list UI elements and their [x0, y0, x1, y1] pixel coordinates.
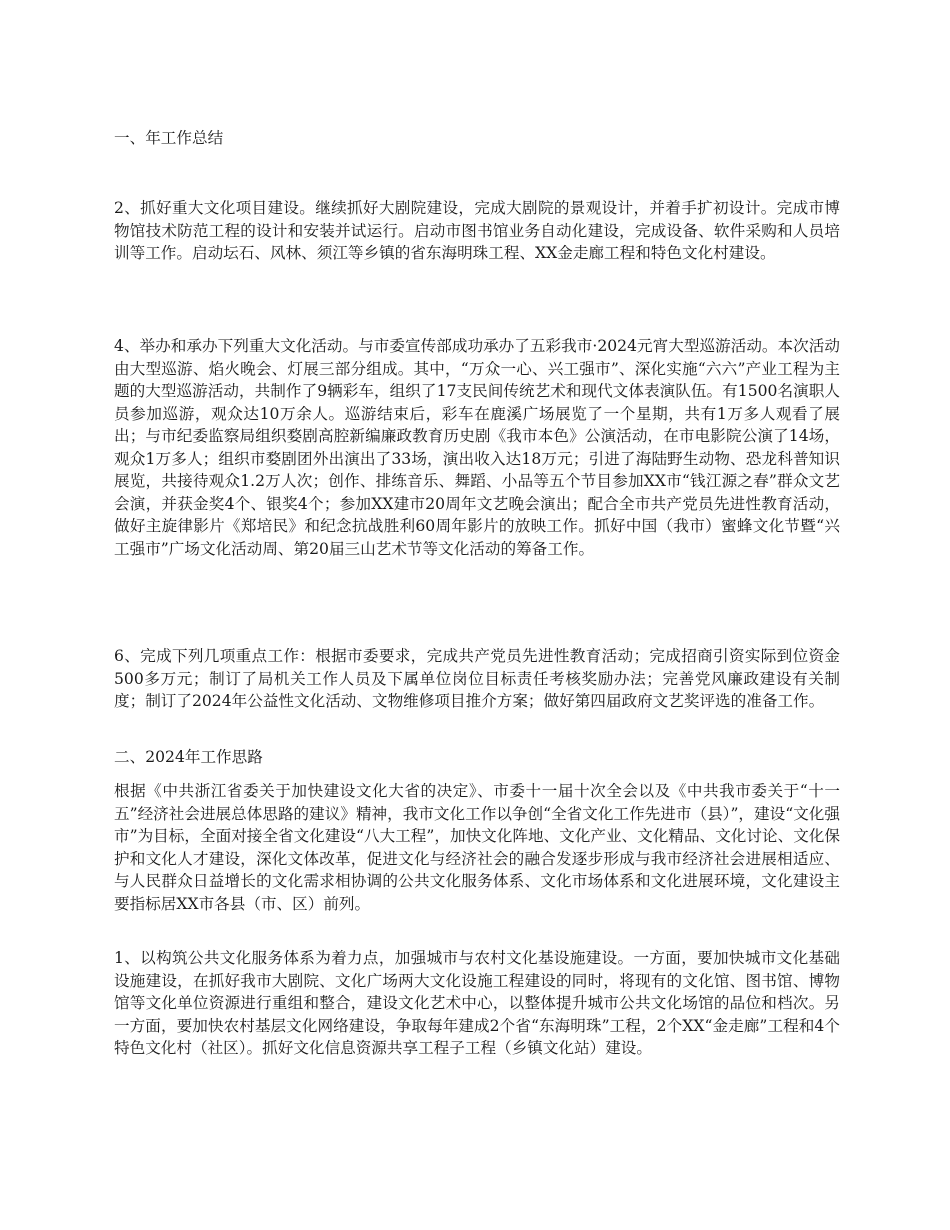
paragraph-plan-intro: 根据《中共浙江省委关于加快建设文化大省的决定》、市委十一届十次全会以及《中共我市委关于“十一五”经济社会进展总体思路的建议》精神，我市文化工作以争创“全省文化工作先进市（县）”，建设“文化强市”为目标，全面对接全省文化建设“八大工程”，加快文化阵地、文化产业、文化精品、文化讨论、文化保护和文化人才建设，深化文体改革，促进文化与经济社会的融合发逐步形成与我市经济社会进展相适应、与人民群众日益增长的文化需求相协调的公共文化服务体系、文化市场体系和文化进展环境，文化建设主要指标居XX市各县（市、区）前列。: [114, 782, 840, 913]
paragraph-plan-item-1: 1、以构筑公共文化服务体系为着力点，加强城市与农村文化基设施建设。一方面，要加快城市文化基础设施建设，在抓好我市大剧院、文化广场两大文化设施工程建设的同时，将现有的文化馆、图书馆、博物馆等文化单位资源进行重组和整合，建设文化艺术中心，以整体提升城市公共文化场馆的品位和档次。另一方面，要加快农村基层文化网络建设，争取每年建成2个省“东海明珠”工程，2个XX“金走廊”工程和4个特色文化村（社区）。抓好文化信息资源共享工程子工程（乡镇文化站）建设。: [114, 949, 840, 1057]
section-heading-plan: 二、2024年工作思路: [114, 748, 263, 766]
paragraph-item-2: 2、抓好重大文化项目建设。继续抓好大剧院建设，完成大剧院的景观设计，并着手扩初设计。完成市博物馆技术防范工程的设计和安装并试运行。启动市图书馆业务自动化建设，完成设备、软件采购和人员培训等工作。启动坛石、风林、须江等乡镇的省东海明珠工程、XX金走廊工程和特色文化村建设。: [114, 199, 840, 262]
paragraph-item-4: 4、举办和承办下列重大文化活动。与市委宣传部成功承办了五彩我市·2024元宵大型巡游活动。本次活动由大型巡游、焰火晚会、灯展三部分组成。其中，“万众一心、兴工强市”、深化实施“六六”产业工程为主题的大型巡游活动，共制作了9辆彩车，组织了17支民间传统艺术和现代文体表演队伍。有1500名演职人员参加巡游，观众达10万余人。巡游结束后，彩车在鹿溪广场展览了一个星期，共有1万多人观看了展出；与市纪委监察局组织婺剧高腔新编廉政教育历史剧《我市本色》公演活动，在市电影院公演了14场，观众1万多人；组织市婺剧团外出演出了33场，演出收入达18万元；引进了海陆野生动物、恐龙科普知识展览，共接待观众1.2万人次；创作、排练音乐、舞蹈、小品等五个节目参加XX市“钱江源之春”群众文艺会演，并获金奖4个、银奖4个；参加XX建市20周年文艺晚会演出；配合全市共产党员先进性教育活动，做好主旋律影片《郑培民》和纪念抗战胜利60周年影片的放映工作。抓好中国（我市）蜜蜂文化节暨“兴工强市”广场文化活动周、第20届三山艺术节等文化活动的筹备工作。: [114, 337, 840, 558]
section-heading-summary: 一、年工作总结: [114, 129, 224, 147]
paragraph-item-6: 6、完成下列几项重点工作：根据市委要求，完成共产党员先进性教育活动；完成招商引资实际到位资金500多万元；制订了局机关工作人员及下属单位岗位目标责任考核奖励办法；完善党风廉政建设有关制度；制订了2024年公益性文化活动、文物维修项目推介方案；做好第四届政府文艺奖评选的准备工作。: [114, 647, 840, 710]
